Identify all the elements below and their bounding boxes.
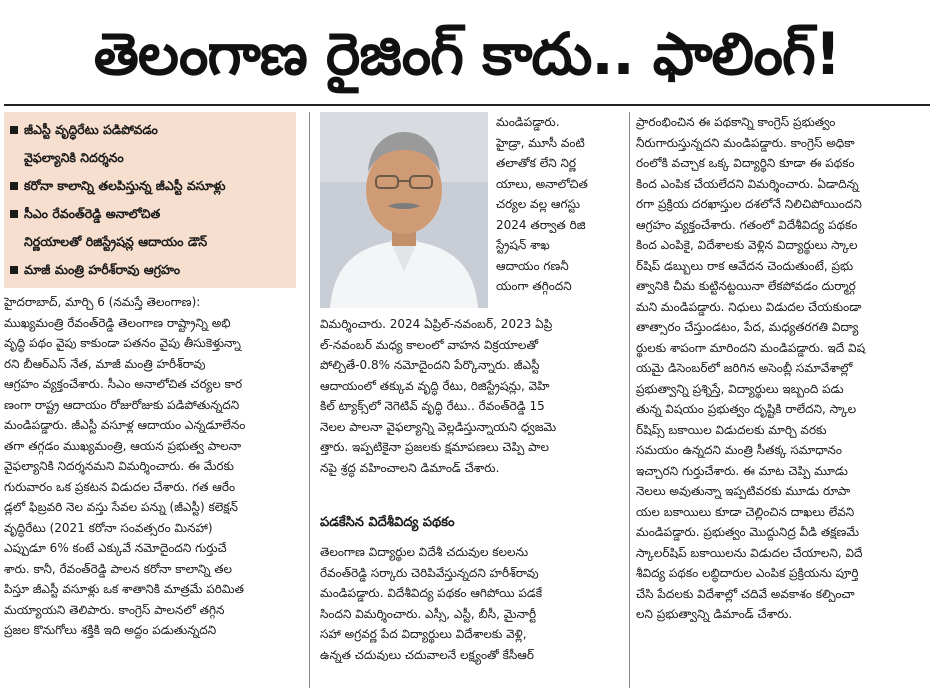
column-divider bbox=[629, 112, 630, 688]
article-line: చేసి పేదలకు విదేశాల్లో చదివే అవకాశం కల్పించా bbox=[636, 586, 855, 601]
article-line: ర్‌షిప్ డబ్బులు రాక ఆవేదన చెందుతుంటే, ప్రభు bbox=[636, 258, 854, 273]
article-line: మండిపడ్డారు. ప్రభుత్వం మొద్దునిద్ర వీడి తక్షణమే bbox=[636, 525, 860, 539]
article-line: యల బకాయిలు కూడా చెల్లించిన దాఖలు లేవని bbox=[636, 504, 855, 519]
article-column-2-top bbox=[496, 112, 622, 297]
square-bullet-icon bbox=[10, 210, 18, 218]
highlight-item: జీఎస్టీ వృద్ధిరేటు పడిపోవడం bbox=[10, 116, 290, 144]
article-line: ముఖ్యమంత్రి రేవంత్‌రెడ్డి తెలంగాణ రాష్ట్రాన్ని అభి bbox=[4, 315, 231, 330]
article-line: విమర్శించారు. 2024 ఏప్రిల్-నవంబర్, 2023 ఏప్రి bbox=[320, 317, 553, 331]
article-line: రేవంత్‌రెడ్డి సర్కారు చెరిపివేస్తున్నదని హరీశ్‌రావు bbox=[320, 565, 539, 580]
article-line: నపై శ్రద్ధ వహించాలని డిమాండ్ చేశారు. bbox=[320, 460, 500, 475]
headline-rule bbox=[4, 104, 930, 106]
article-line: ఇచ్చారని గుర్తుచేశారు. ఈ మాట చెప్పి మూడు bbox=[636, 463, 848, 478]
article-line: యాలు, అనాలోచిత bbox=[496, 176, 588, 191]
article-line: నెలలు అవుతున్నా ఇప్పటివరకు మూడు రూపా bbox=[636, 484, 851, 498]
article-line: ర్‌షిప్స్ బకాయిల విడుదలకు మార్చి వరకు bbox=[636, 422, 827, 437]
article-line: రంలోకి వచ్చాక ఒక్క విద్యార్థిని కూడా ఈ పథకం bbox=[636, 156, 855, 170]
portrait-photo-icon bbox=[320, 112, 488, 308]
article-line: నెలల పాలనా వైఫల్యాన్ని వెల్లడిస్తున్నాయని ధ్వజమె bbox=[320, 419, 557, 434]
article-line: ప్రభుత్వాన్ని ప్రశ్నిస్తే, విద్యార్థులు ఇబ్బంది పడు bbox=[636, 381, 844, 396]
article-line: ఆదాయం గణనీ bbox=[496, 258, 569, 273]
article-line: పిస్తూ జీఎస్టీ వసూళ్లు ఒక శాతానికి మాత్రమే పరిమిత bbox=[4, 582, 244, 596]
article-line: తగా తగ్గడం ముఖ్యమంత్రి, ఆయన ప్రభుత్వ పాలనా bbox=[4, 438, 242, 453]
article-line: రని బీఆర్‌ఎస్ నేత, మాజీ మంత్రి హరీశ్‌రావు bbox=[4, 356, 206, 371]
article-line: తాత్సారం చేస్తుండటం, పేద, మధ్యతరగతి విద్యా bbox=[636, 320, 859, 334]
article-line: మండిపడ్డారు. విదేశీవిద్య పథకం ఆగిపోయి పడకే bbox=[320, 586, 543, 600]
article-line: కింద ఎంపిక చేయలేదని విమర్శించారు. ఏడాదిన్న bbox=[636, 176, 859, 191]
article-line: స్కాలర్‌షిప్ బకాయిలను విడుదల చేయాలని, విదే bbox=[636, 545, 863, 560]
article-line: సమయం ఉన్నదని మంత్రి సీతక్క సమాధానం bbox=[636, 443, 842, 457]
article-line: ఆగ్రహం వ్యక్తంచేశారు. గతంలో విదేశీవిద్య పథకం bbox=[636, 217, 858, 232]
article-line: మండిపడ్డారు. జీఎస్టీ వసూళ్ల ఆదాయం ఎన్నడూలేనం bbox=[4, 418, 246, 432]
square-bullet-icon bbox=[10, 182, 18, 190]
article-line: మండిపడ్డారు. bbox=[496, 115, 560, 129]
article-column-1 bbox=[4, 292, 300, 641]
article-line: వైఫల్యానికి నిదర్శనమని విమర్శించారు. ఈ మేరకు bbox=[4, 459, 234, 473]
article-line: తెలంగాణ విద్యార్థుల విదేశీ చదువుల కలలను bbox=[320, 545, 529, 559]
article-line: ఎప్పుడూ 6% కంటే ఎక్కువే నమోదైందని గుర్తుచే bbox=[4, 541, 227, 555]
article-line: ఉన్నత చదువులు చదువాలనే లక్ష్యంతో కేసీఆర్ bbox=[320, 647, 534, 662]
article-line: వృద్ధి పథం వైపు కాకుండా పతనం వైపు తీసుకెళ్తున్నా bbox=[4, 336, 241, 350]
article-line: ఆదాయంలో తక్కువ వృద్ధి రేటు, రిజిస్ట్రేషన్లు, వెహి bbox=[320, 378, 550, 393]
article-line: శారు. కానీ, రేవంత్‌రెడ్డి పాలన కరోనా కాలాన్ని తల bbox=[4, 561, 233, 576]
article-line: ల్-నవంబర్ మధ్య కాలంలో వాహన విక్రయాలతో bbox=[320, 337, 539, 352]
square-bullet-icon bbox=[10, 266, 18, 274]
article-line: ఆగ్రహం వ్యక్తంచేశారు. సీఎం అనాలోచిత చర్యల కార bbox=[4, 377, 243, 391]
article-line: తున్న విషయం ప్రభుత్వం దృష్టికి రాలేదని, స్కాల bbox=[636, 402, 857, 416]
article-line: కింద ఎంపికై, విదేశాలకు వెళ్లిన విద్యార్థులు స్కాల bbox=[636, 238, 858, 252]
article-line: యమై డిసెంబర్‌లో జరిగిన అసెంబ్లీ సమావేశాల్లో bbox=[636, 361, 853, 375]
article-line: త్వానికి చీమ కుట్టినట్టయినా లేకపోవడం దుర్మార్గ bbox=[636, 279, 856, 293]
highlight-item: సీఎం రేవంత్‌రెడ్డి అనాలోచిత bbox=[10, 200, 290, 228]
highlights-box bbox=[4, 112, 296, 288]
article-column-2-middle bbox=[320, 314, 622, 478]
article-line: డ్లలో ఫిబ్రవరి నెల వస్తు సేవల పన్ను (జీఎస్టీ) కలెక్షన్ bbox=[4, 500, 238, 514]
article-line: ణంగా రాష్ట్ర ఆదాయం రోజురోజుకు పడిపోతున్నదని bbox=[4, 397, 240, 412]
article-line: ర్థులకు శాపంగా మారిందని మండిపడ్డారు. ఇదే విష bbox=[636, 340, 866, 355]
article-line: యంగా తగ్గిందని bbox=[496, 279, 572, 293]
article-line: పోల్చితే-0.8% నమోదైందని పేర్కొన్నారు. జీఎస్టీ bbox=[320, 358, 540, 372]
article-line: గురువారం ఒక ప్రకటన విడుదల చేశారు. గత ఆరేం bbox=[4, 479, 236, 494]
square-bullet-icon bbox=[10, 126, 18, 134]
article-line: వృద్ధిరేటు (2021 కరోనా సంవత్సరం మినహా) bbox=[4, 520, 213, 535]
article-line: ప్రారంభించిన ఈ పథకాన్ని కాంగ్రెస్ ప్రభుత్వం bbox=[636, 115, 836, 129]
article-line: తలాతోక లేని నిర్ణ bbox=[496, 156, 577, 170]
highlight-item: మాజీ మంత్రి హరీశ్‌రావు ఆగ్రహం bbox=[10, 256, 290, 284]
highlight-item-continued: నిర్ణయాలతో రిజిస్ట్రేషన్ల ఆదాయం డౌన్ bbox=[24, 234, 208, 249]
article-column-3 bbox=[636, 112, 928, 625]
article-line: హైదరాబాద్, మార్చి 6 (నమస్తే తెలంగాణ): bbox=[4, 295, 201, 309]
article-line: సహా అగ్రవర్ణ పేద విద్యార్థులు విదేశాలకు వెళ్లి, bbox=[320, 627, 527, 641]
article-column-2-bottom bbox=[320, 542, 622, 665]
article-line: రగా ప్రక్రియ దరఖాస్తుల దశలోనే నిలిచిపోయిందని bbox=[636, 197, 862, 211]
highlight-item-continued: వైఫల్యానికి నిదర్శనం bbox=[24, 150, 124, 165]
highlight-item: కరోనా కాలాన్ని తలపిస్తున్న జీఎస్టీ వసూళ్లు bbox=[10, 172, 290, 200]
harish-rao-photo bbox=[320, 112, 488, 308]
article-line: చర్యల వల్ల ఆగస్టు bbox=[496, 197, 581, 211]
article-line: కిల్ ట్యాక్స్‌లో నెగెటివ్ వృద్ధి రేటు.. రేవంత్‌రెడ్డి 15 bbox=[320, 399, 545, 413]
article-line: హైడ్రా, మూసీ వంటి bbox=[496, 135, 585, 150]
article-line: ప్రజల కొనుగోలు శక్తికి ఇది అద్దం పడుతున్నదని bbox=[4, 623, 217, 637]
article-line: సిందని విమర్శించారు. ఎస్సీ, ఎస్టీ, బీసీ, మైనార్టీ bbox=[320, 606, 537, 621]
article-line: శీవిద్య పథకం లబ్ధిదారుల ఎంపిక ప్రక్రియను పూర్తి bbox=[636, 566, 859, 580]
section-subhead: పడకేసిన విదేశీవిద్య పథకం bbox=[320, 515, 455, 530]
article-line: మని మండిపడ్డారు. నిధులు విడుదల చేయకుండా bbox=[636, 299, 862, 314]
article-line: లని ప్రభుత్వాన్ని డిమాండ్ చేశారు. bbox=[636, 607, 793, 621]
article-line: 2024 తర్వాత రిజి bbox=[496, 217, 586, 232]
article-line: త్తారు. ఇప్పటికైనా ప్రజలకు క్షమాపణలు చెప్పి పాల bbox=[320, 440, 550, 454]
headline: తెలంగాణ రైజింగ్ కాదు.. ఫాలింగ్! bbox=[93, 20, 841, 88]
column-divider bbox=[309, 112, 310, 688]
article-line: మయ్యాయని తెలిపారు. కాంగ్రెస్ పాలనలో తగ్గిన bbox=[4, 602, 225, 617]
article-line: నీరుగారుస్తున్నదని మండిపడ్డారు. కాంగ్రెస్ అధికా bbox=[636, 135, 855, 150]
article-line: స్ట్రేషన్ శాఖ bbox=[496, 238, 550, 252]
